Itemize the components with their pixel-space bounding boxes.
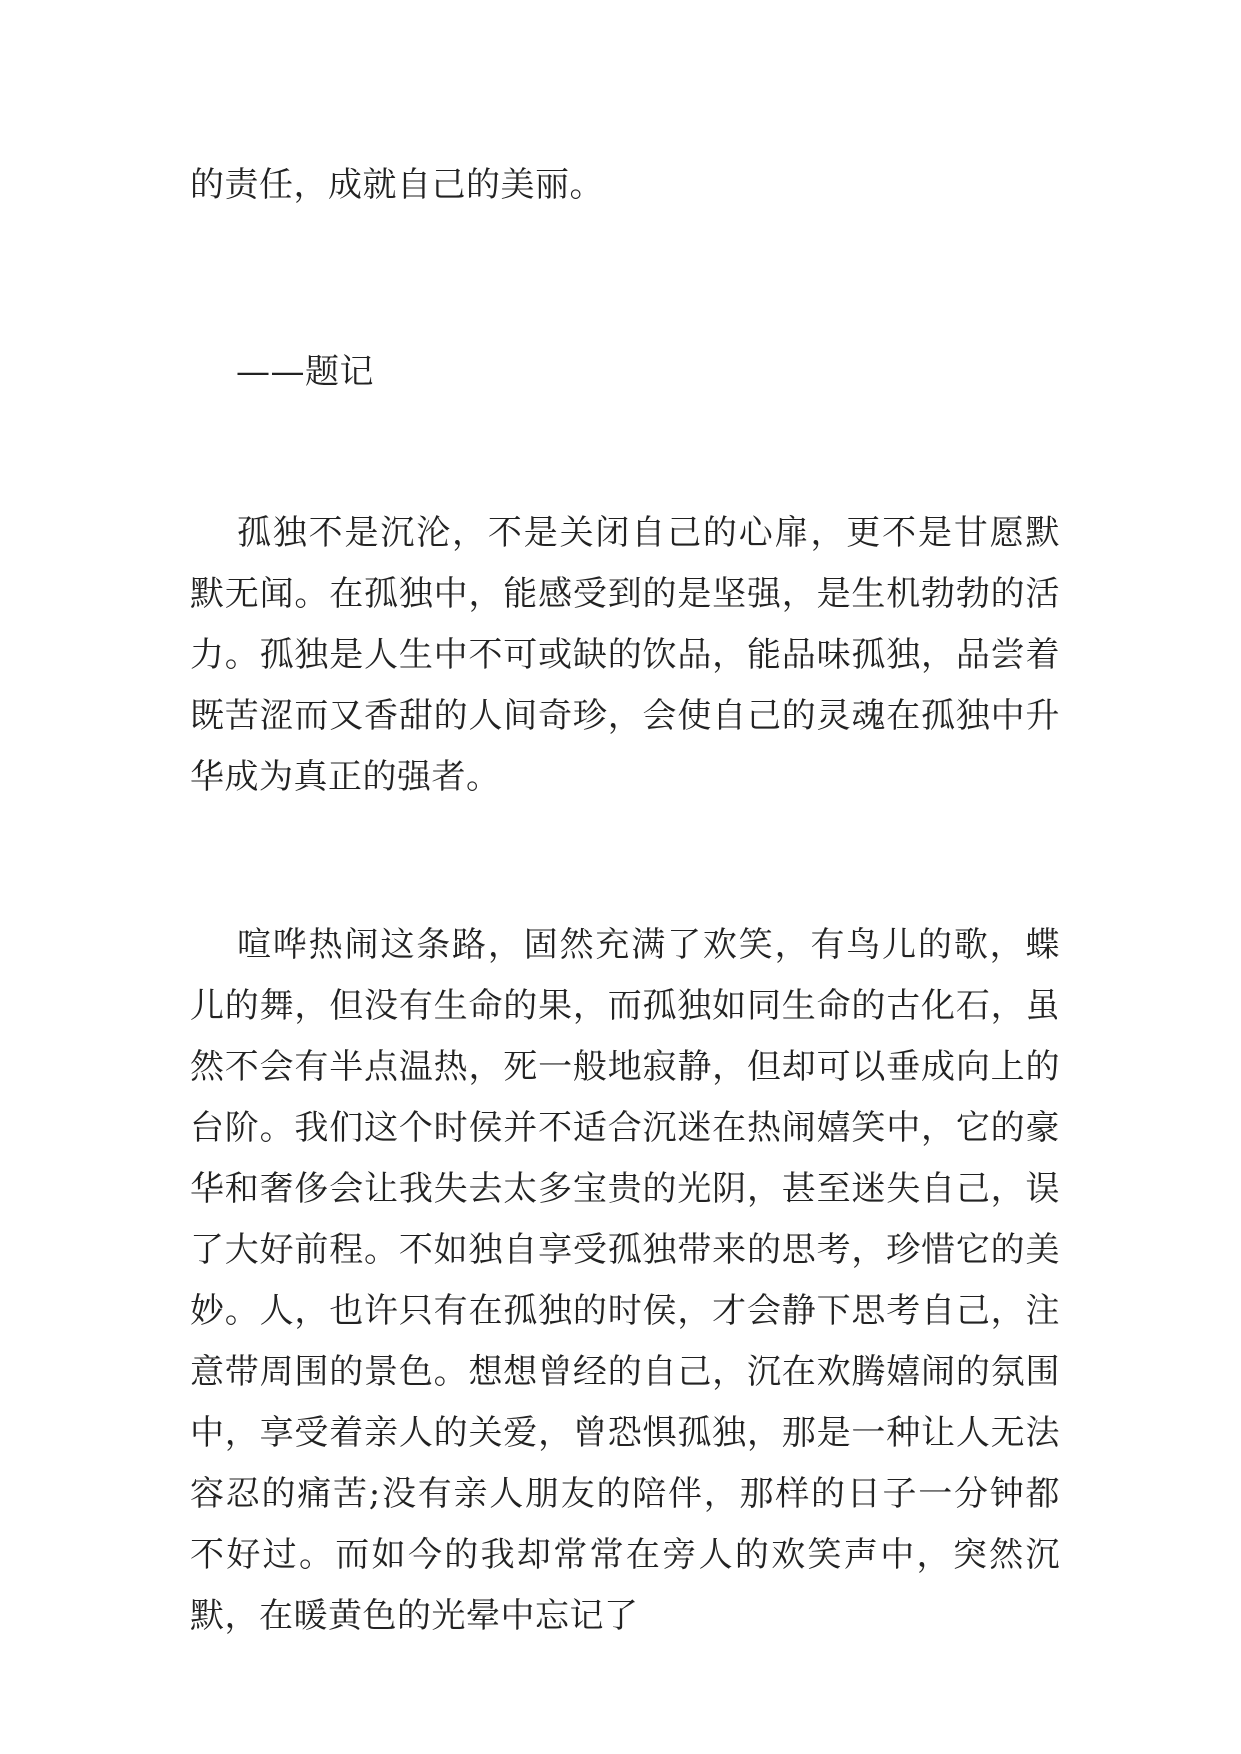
paragraph: 孤独不是沉沦，不是关闭自己的心扉，更不是甘愿默默无闻。在孤独中，能感受到的是坚强，是生机勃勃的活力。孤独是人生中不可或缺的饮品，能品味孤独，品尝着既苦涩而又香甜的人间奇珍，会使自己的灵魂在孤独中升华成为真正的强者。 — [190, 513, 1060, 797]
epigraph-attribution: ——题记 — [236, 352, 374, 392]
paragraph: 喧哗热闹这条路，固然充满了欢笑，有鸟儿的歌，蝶儿的舞，但没有生命的果，而孤独如同生命的古化石，虽然不会有半点温热，死一般地寂静，但却可以垂成向上的台阶。我们这个时侯并不适合沉迷在热闹嬉笑中，它的豪华和奢侈会让我失去太多宝贵的光阴，甚至迷失自己，误了大好前程。不如独自享受孤独带来的思考，珍惜它的美妙。人，也许只有在孤独的时侯，才会静下思考自己，注意带周围的景色。想想曾经的自己，沉在欢腾嬉闹的氛围中，享受着亲人的关爱，曾恐惧孤独，那是一种让人无法容忍的痛苦;没有亲人朋友的陪伴，那样的日子一分钟都不好过。而如今的我却常常在旁人的欢笑声中，突然沉默，在暖黄色的光晕中忘记了 — [190, 925, 1060, 1636]
paragraph-continuation: 的责任，成就自己的美丽。 — [190, 165, 604, 205]
